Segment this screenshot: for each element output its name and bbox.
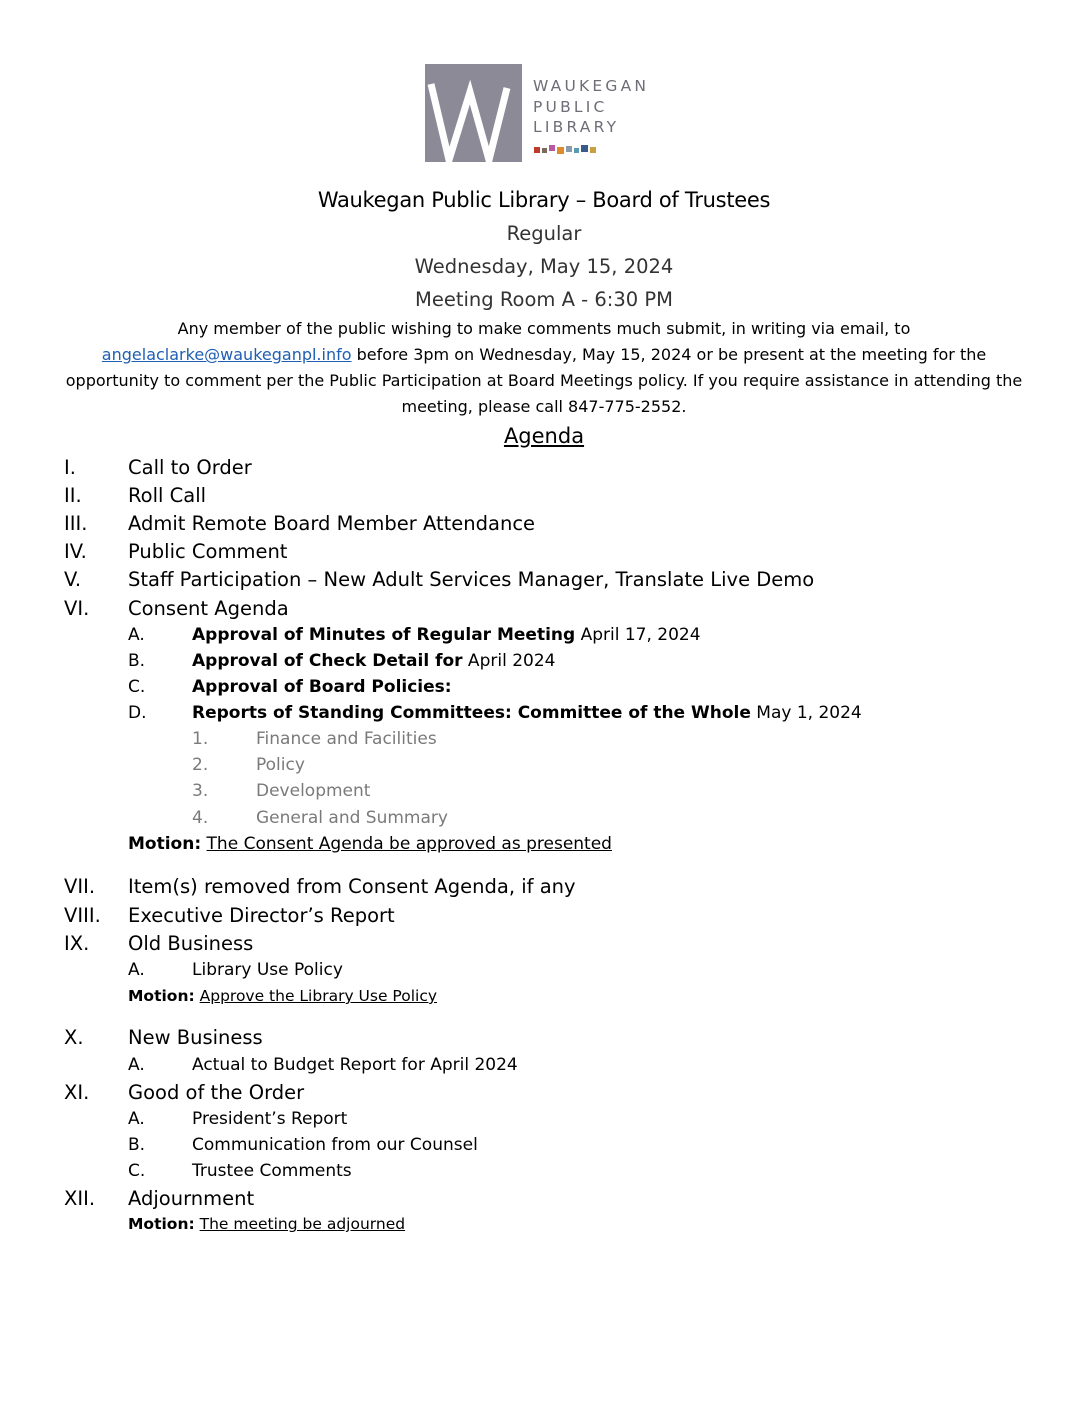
committee-development: Development <box>256 781 371 801</box>
meeting-type: Regular <box>506 222 582 245</box>
consent-item-minutes: Approval of Minutes of Regular Meeting April 17, 2024 <box>192 625 701 645</box>
item-number: VIII. <box>64 904 101 927</box>
item-number: I. <box>64 456 76 479</box>
sub-item-letter: B. <box>128 651 146 671</box>
logo-text-waukegan: WAUKEGAN <box>533 77 650 95</box>
meeting-date: Wednesday, May 15, 2024 <box>414 255 674 278</box>
notice-line-1: Any member of the public wishing to make comments much submit, in writing via email, to <box>177 319 911 338</box>
item-number: III. <box>64 512 88 535</box>
sub-item-letter: A. <box>128 960 145 980</box>
committee-general-summary: General and Summary <box>256 808 448 828</box>
meeting-location-time: Meeting Room A - 6:30 PM <box>415 288 673 311</box>
old-business-motion: Motion: Approve the Library Use Policy <box>128 987 438 1005</box>
good-of-order-president-report: President’s Report <box>192 1109 348 1129</box>
logo-w-mark <box>425 64 522 162</box>
sub-sub-number: 3. <box>192 781 209 801</box>
sub-item-letter: A. <box>128 1055 145 1075</box>
agenda-item-removed-items: Item(s) removed from Consent Agenda, if any <box>128 875 576 898</box>
logo-text-public: PUBLIC <box>533 98 608 116</box>
agenda-item-roll-call: Roll Call <box>128 484 207 507</box>
new-business-budget-report: Actual to Budget Report for April 2024 <box>192 1055 518 1075</box>
sub-item-letter: B. <box>128 1135 146 1155</box>
agenda-item-director-report: Executive Director’s Report <box>128 904 395 927</box>
agenda-item-public-comment: Public Comment <box>128 540 288 563</box>
consent-item-standing-committees: Reports of Standing Committees: Committee of the Whole May 1, 2024 <box>192 703 862 723</box>
item-number: XII. <box>64 1187 96 1210</box>
adjournment-motion: Motion: The meeting be adjourned <box>128 1215 406 1233</box>
item-number: XI. <box>64 1081 90 1104</box>
sub-sub-number: 1. <box>192 729 209 749</box>
agenda-item-new-business: New Business <box>128 1026 263 1049</box>
agenda-item-old-business: Old Business <box>128 932 254 955</box>
notice-line-2 <box>0 342 1088 368</box>
consent-item-check-detail: Approval of Check Detail for April 2024 <box>192 651 556 671</box>
sub-item-letter: A. <box>128 625 145 645</box>
item-number: IV. <box>64 540 87 563</box>
item-number: V. <box>64 568 82 591</box>
item-number: II. <box>64 484 82 507</box>
agenda-item-good-of-order: Good of the Order <box>128 1081 305 1104</box>
sub-item-letter: C. <box>128 677 146 697</box>
sub-sub-number: 4. <box>192 808 209 828</box>
agenda-item-call-to-order: Call to Order <box>128 456 252 479</box>
agenda-item-remote-attendance: Admit Remote Board Member Attendance <box>128 512 536 535</box>
good-of-order-trustee-comments: Trustee Comments <box>192 1161 352 1181</box>
sub-item-letter: A. <box>128 1109 145 1129</box>
old-business-library-use-policy: Library Use Policy <box>192 960 343 980</box>
agenda-item-staff-participation: Staff Participation – New Adult Services Manager, Translate Live Demo <box>128 568 815 591</box>
sub-sub-number: 2. <box>192 755 209 775</box>
document-title: Waukegan Public Library – Board of Trustees <box>317 188 771 212</box>
logo-text-library: LIBRARY <box>533 118 620 136</box>
consent-item-board-policies: Approval of Board Policies: <box>192 677 452 697</box>
email-link[interactable]: angelaclarke@waukeganpl.info <box>101 345 352 364</box>
item-number: IX. <box>64 932 90 955</box>
good-of-order-counsel: Communication from our Counsel <box>192 1135 478 1155</box>
item-number: VII. <box>64 875 96 898</box>
notice-line-3: opportunity to comment per the Public Participation at Board Meetings policy. If you require assistance in attending the <box>65 371 1023 390</box>
agenda-heading: Agenda <box>503 424 585 448</box>
committee-finance: Finance and Facilities <box>256 729 437 749</box>
agenda-item-adjournment: Adjournment <box>128 1187 255 1210</box>
sub-item-letter: C. <box>128 1161 146 1181</box>
item-number: X. <box>64 1026 84 1049</box>
consent-motion: Motion: The Consent Agenda be approved as presented <box>128 834 612 854</box>
sub-item-letter: D. <box>128 703 147 723</box>
notice-line-2-text: before 3pm on Wednesday, May 15, 2024 or be present at the meeting for the <box>351 345 987 364</box>
item-number: VI. <box>64 597 90 620</box>
notice-line-4: meeting, please call 847-775-2552. <box>401 397 687 416</box>
committee-policy: Policy <box>256 755 305 775</box>
agenda-item-consent-agenda: Consent Agenda <box>128 597 289 620</box>
